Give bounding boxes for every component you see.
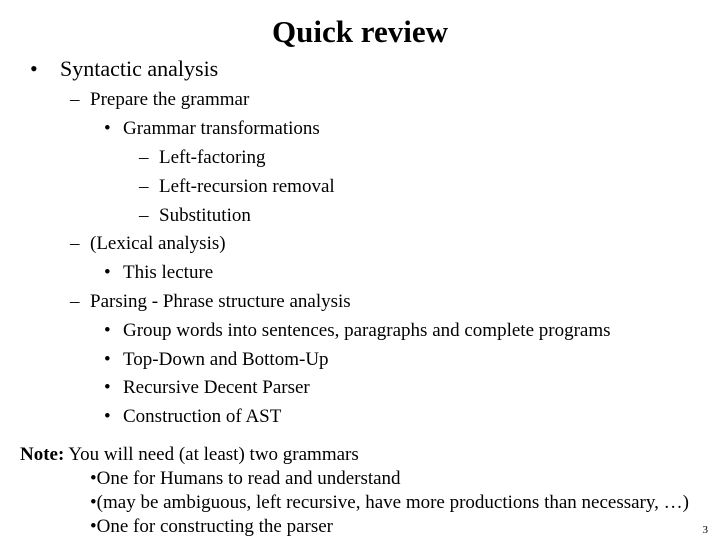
outline-item [139, 147, 266, 169]
note-item: •(may be ambiguous, left recursive, have more productions than necessary, …) [90, 492, 689, 513]
outline-text: Parsing - Phrase structure analysis [90, 291, 351, 312]
dash-icon: – [139, 176, 149, 197]
note-heading [20, 444, 359, 466]
outline-item [70, 291, 351, 313]
outline-text: Left-factoring [159, 147, 266, 168]
outline-text: Construction of AST [123, 406, 282, 427]
outline-text: Recursive Decent Parser [123, 377, 310, 398]
outline-item [104, 262, 213, 284]
dash-icon: – [139, 147, 149, 168]
outline-item [104, 349, 329, 371]
dash-icon: – [139, 205, 149, 226]
outline-text: Prepare the grammar [90, 89, 250, 110]
outline-item [104, 406, 281, 428]
bullet-icon: • [104, 406, 111, 427]
outline-text: Top-Down and Bottom-Up [123, 349, 329, 370]
outline-text: (Lexical analysis) [90, 233, 226, 254]
bullet-icon: • [104, 118, 111, 139]
note-item: •One for constructing the parser [90, 516, 334, 537]
outline-text: Substitution [159, 205, 251, 226]
outline-text: This lecture [123, 262, 214, 283]
dash-icon: – [70, 291, 80, 312]
bullet-icon: • [30, 56, 38, 81]
slide-title: Quick review [272, 14, 448, 49]
outline-item [139, 176, 335, 198]
outline-text: Group words into sentences, paragraphs and complete programs [123, 320, 611, 341]
outline-item [104, 377, 310, 399]
note-item: •One for Humans to read and understand [90, 468, 401, 489]
outline-item [30, 56, 218, 82]
note-label: Note: [20, 444, 65, 465]
outline-item [70, 89, 249, 111]
dash-icon: – [70, 89, 80, 110]
page-number: 3 [702, 524, 708, 536]
dash-icon: – [70, 233, 80, 254]
outline-text: Grammar transformations [123, 118, 320, 139]
note-text: You will need (at least) two grammars [68, 444, 359, 465]
outline-item [139, 205, 251, 227]
bullet-icon: • [104, 377, 111, 398]
outline-item [104, 320, 611, 342]
bullet-icon: • [104, 349, 111, 370]
outline-item [70, 233, 226, 255]
outline-text: Syntactic analysis [60, 56, 219, 81]
outline-text: Left-recursion removal [159, 176, 335, 197]
outline-item [104, 118, 320, 140]
bullet-icon: • [104, 262, 111, 283]
bullet-icon: • [104, 320, 111, 341]
